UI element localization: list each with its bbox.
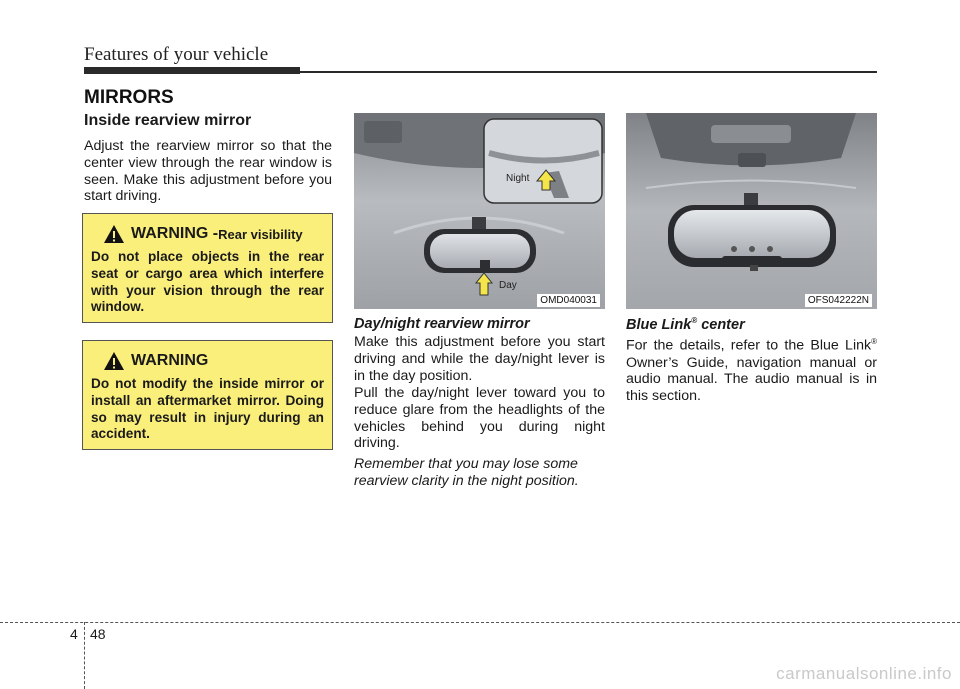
chapter-number: 4: [70, 626, 78, 642]
photo-code: OMD040031: [537, 294, 600, 307]
warning-heading: [103, 224, 324, 244]
warning-heading: [103, 351, 324, 371]
blue-link-text-suffix: Owner’s Guide, navigation manual or audio manual. The audio manual is in this section.: [626, 354, 877, 405]
warning-subtitle: Rear visibility: [218, 226, 303, 242]
header-title: Features of your vehicle: [84, 44, 269, 65]
page-number: 48: [90, 626, 106, 642]
day-night-paragraph: Make this adjustment before you start driving and while the day/night lever is in the day position.: [354, 334, 605, 384]
warning-title: WARNING -: [131, 225, 219, 242]
blue-link-caption-suffix: center: [697, 316, 745, 333]
blue-link-mirror-illustration: [626, 113, 877, 309]
registered-mark: ®: [871, 337, 877, 346]
warning-box-rear-visibility: [82, 213, 333, 323]
blue-link-paragraph: [626, 334, 877, 405]
warning-body: Do not modify the inside mirror or install an aftermarket mirror. Doing so may result in injury during an accident.: [91, 376, 324, 442]
warning-icon: [103, 224, 125, 244]
section-title: MIRRORS: [84, 87, 174, 108]
blue-link-caption: [626, 316, 745, 333]
watermark: carmanualsonline.info: [776, 664, 952, 683]
warning-title: WARNING: [131, 352, 209, 369]
subsection-title: Inside rearview mirror: [84, 112, 252, 129]
footer-rule: [0, 622, 960, 623]
warning-box-modify-mirror: [82, 340, 333, 450]
photo-code: OFS042222N: [805, 294, 872, 307]
blue-link-caption-prefix: Blue Link: [626, 316, 692, 333]
registered-mark: ®: [691, 316, 698, 325]
day-night-caption: Day/night rearview mirror: [354, 316, 530, 332]
footer-divider: [84, 622, 85, 689]
day-night-paragraph: Pull the day/night lever toward you to reduce glare from the headlights of the vehicles behind you during night driving.: [354, 385, 605, 452]
header-rule: [300, 71, 877, 73]
warning-body: Do not place objects in the rear seat or cargo area which interfere with your vision through the rear window.: [91, 249, 324, 315]
blue-link-text-prefix: For the details, refer to the Blue Link: [626, 337, 872, 354]
inside-mirror-text: Adjust the rearview mirror so that the center view through the rear window is seen. Make this adjustment before you start driving.: [84, 138, 332, 205]
day-night-mirror-illustration: [354, 113, 605, 309]
day-night-note: Remember that you may lose some rearview clarity in the night position.: [354, 456, 579, 489]
night-label: Night: [506, 173, 530, 184]
warning-icon: [103, 351, 125, 371]
blue-link-mirror-photo: [626, 113, 877, 309]
day-label: Day: [499, 280, 517, 291]
day-night-mirror-photo: [354, 113, 605, 309]
header-bar: [84, 67, 300, 74]
